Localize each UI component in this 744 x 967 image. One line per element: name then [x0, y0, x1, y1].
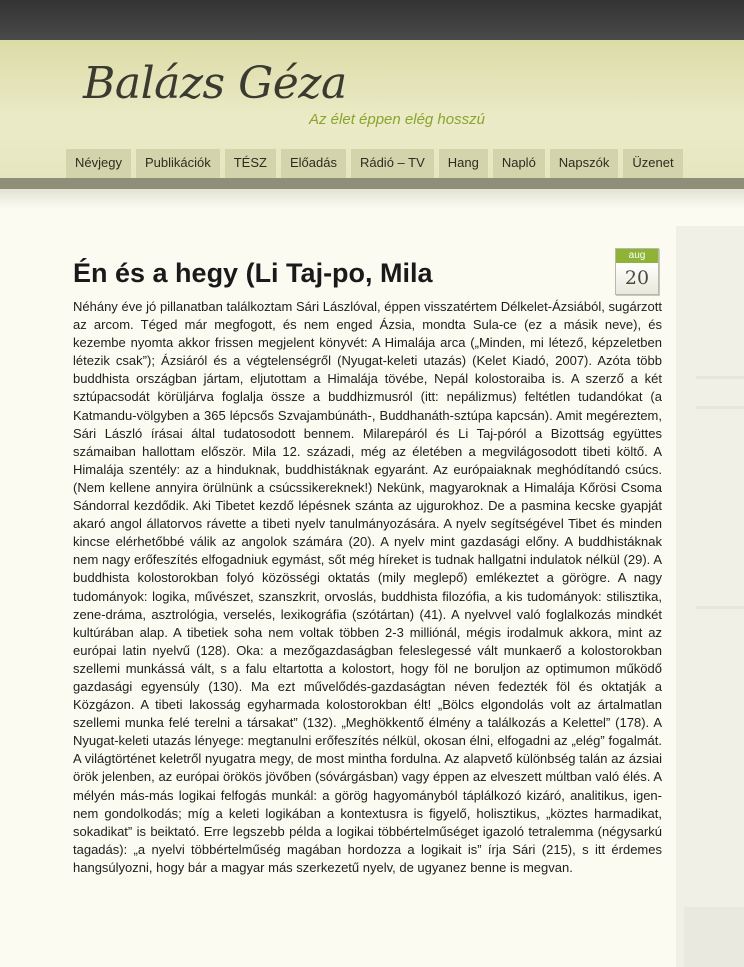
- site-title[interactable]: Balázs Géza: [83, 58, 347, 109]
- nav-underbar: [0, 178, 744, 189]
- nav-item-radio-tv[interactable]: Rádió – TV: [351, 149, 434, 178]
- sidebar-divider: [696, 376, 744, 379]
- sidebar-widget: [684, 907, 744, 967]
- post-body: Néhány éve jó pillanatban találkoztam Sári Lászlóval, éppen visszatértem Délkelet-Ázsiából, sugárzott az arcom. Téged már megfogott, és nem enged Ázsia, mondta Sula-ce (ez a másik neve), és kezembe nyomta akkor frissen megjelent könyvét: A Himalája arca („Minden, mi létező, képzeletben létezik csak”); Ázsiáról és a végtelenségről (Nyugat-keleti utazás) (Kelet Kiadó, 2007). Azóta több buddhista országban jártam, eljutottam a Himalája tövébe, Nepál kolostoraiba is. A szerző a két sztúpacsodát körüljárva foglalja össze a buddhizmusról (itt: nepálizmus) feltétlen tudandókat (a Katmandu-völgyben a 365 lépcsős Szvajambúnáth-, Buddhanáth-sztúpa kapcsán). Amit megéreztem, Sári László írásai által tudatosodott bennem. Milarepáról és Li Taj-póról a Bizottság együttes számaiban hallottam először. Mila 12. századi, még az életében a megvilágosodott tibeti költő. A Himalája szentély: az a hinduknak, buddhistáknak egyaránt. Az európaiaknak meghódítandó csúcs. (Nem kellene annyira örülnünk a csúcssikereknek!) Nekünk, magyaroknak a Himalája Kőrösi Csoma Sándorral kezdődik. Aki Tibetet kezdő lépésnek szánta az ujgurokhoz. De a pasmina kecske gyapját akaró angol állatorvos rávette a tibeti nyelv tanulmányozására. A nyelv segítségével Tibet és minden kincse elérhetőbbé válik az angolok számára (20). A nyelv mint gazdasági előny. A buddhistáknak nem nagy erőfeszítés elfogadniuk egymást, sőt még híreket is tudnak hallgatni indulatok nélkül (29). A buddhista kolostorokban folyó közösségi oktatás (mily meglepő) emlékeztet a görögre. A nagy tudományok: logika, művészet, szanszkrit, orvoslás, buddhista filozófia, a kis tudományok: stilisztika, zene-dráma, asztrológia, verselés, lexikográfia (szótártan) (41). A nyelvvel való foglalkozás mindkét kultúrában alap. A tibetiek soha nem voltak többen 2-3 milliónál, mégis irodalmuk akkora, mint az európai latin nyelvű (128). Oka: a mezőgazdaságban feleslegessé vált munkaerő a kolostorokban szellemi munkássá vált, s a falu eltartotta a kolostort, hogy föl ne boruljon az optimumon működő gazdasági egyensúly (130). Ma ezt művelődés-gazdaságtan néven fedezték föl és oktatják a Közgázon. A tibeti lakosság egyharmada kolostorokban élt! „Bölcs elgondolás volt az ártalmatlan szellemi munka felé terelni a társakat” (132). „Meghökkentő élmény a találkozás a Kelettel” (178). A Nyugat-keleti utazás lényege: megtanulni erőfeszítés nélkül, okosan élni, elfogadni az „elég” fogalmát. A világtörténet keletről nyugatra megy, de most mintha fordulna. Az alapvető különbség talán az ázsiai örök jelenben, az európai örökös jövőben (sóvárgásban) vagy éppen az elveszett múltban való élés. A mélyén más-más logikai felfogás munkál: a görög hagyományból táplálkozó kizáró, analitikus, igen-nem gondolkodás; míg a keleti logikában a kontextusra is figyelő, holisztikus, „köztes harmadikat, sokadikat” is beiktató. Erre legszebb példa a logikai többértelműséget igazoló tetralemma (négysarkú tagadás): „a nyelvi többértelműség magában hordozza a logikait is” írja Sári (215), s itt érdemes hangsúlyozni, hogy bár a magyar más szerkezetű nyelv, de ugyanez benne is megvan.: [73, 299, 662, 875]
- date-month: aug: [616, 249, 658, 263]
- sidebar-faded: [676, 226, 744, 967]
- main-nav: [66, 149, 683, 178]
- site-tagline: Az élet éppen elég hosszú: [309, 111, 485, 128]
- nav-item-hang[interactable]: Hang: [439, 149, 488, 178]
- top-bar: [0, 0, 744, 40]
- nav-item-eloadas[interactable]: Előadás: [281, 149, 346, 178]
- sidebar-divider: [696, 606, 744, 609]
- post-title[interactable]: Én és a hegy (Li Taj-po, Mila: [73, 258, 433, 289]
- date-day: 20: [616, 263, 658, 294]
- calendar-icon: [615, 248, 659, 295]
- nav-item-naplo[interactable]: Napló: [493, 149, 545, 178]
- nav-item-tesz[interactable]: TÉSZ: [225, 149, 276, 178]
- sidebar-divider: [696, 406, 744, 409]
- nav-item-nevjegy[interactable]: Névjegy: [66, 149, 131, 178]
- nav-item-publikaciok[interactable]: Publikációk: [136, 149, 220, 178]
- nav-item-uzenet[interactable]: Üzenet: [623, 149, 682, 178]
- nav-item-napszok[interactable]: Napszók: [550, 149, 619, 178]
- header-shadow: [0, 189, 744, 209]
